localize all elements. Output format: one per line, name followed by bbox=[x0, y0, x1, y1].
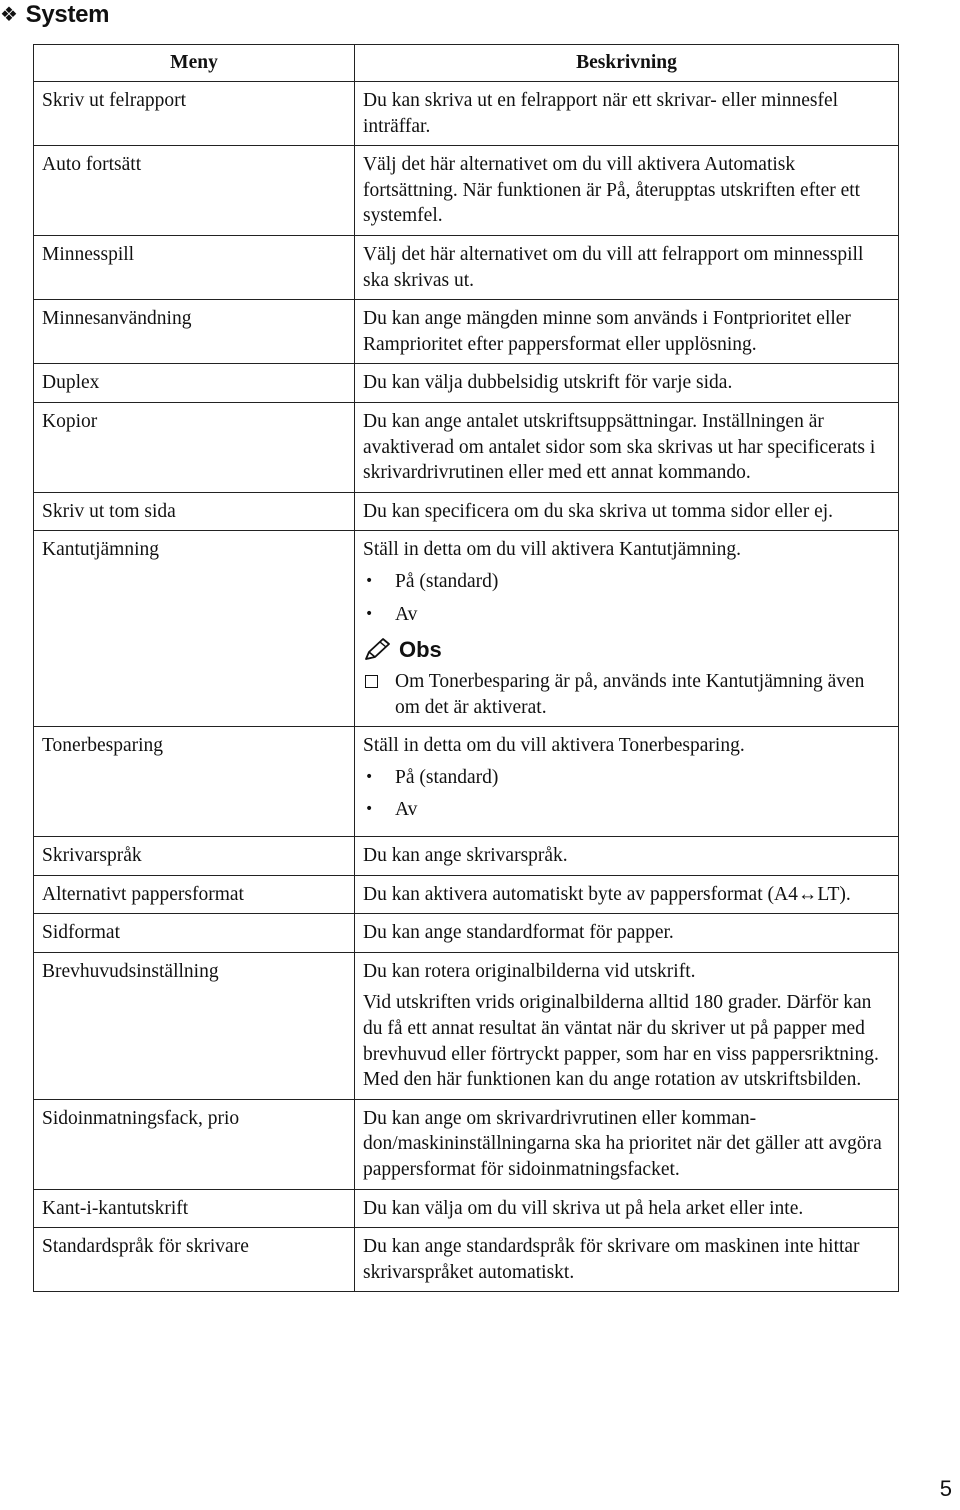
menu-item-label: Sidoinmatningsfack, prio bbox=[34, 1099, 355, 1189]
menu-item-label: Brevhuvudsinställning bbox=[34, 952, 355, 1099]
checkbox-square-icon bbox=[365, 675, 378, 688]
table-row bbox=[34, 1099, 899, 1189]
pencil-note-icon bbox=[363, 637, 393, 663]
option-item bbox=[363, 765, 890, 791]
menu-item-description: Du kan ange antalet utskriftsuppsättningar. Inställningen är avaktiverad om antalet sidor som ska skrivas ut har specificerats i skrivardrivrutinen eller med ett annat kommando. bbox=[355, 402, 899, 492]
menu-item-description: Du kan ange standardspråk för skrivare om maskinen inte hittar skrivarspråket automatiskt. bbox=[355, 1228, 899, 1292]
page-number: 5 bbox=[939, 1476, 952, 1501]
menu-item-label: Auto fortsätt bbox=[34, 146, 355, 236]
menu-item-label: Skrivarspråk bbox=[34, 837, 355, 876]
menu-item-label: Duplex bbox=[34, 364, 355, 403]
table-row bbox=[34, 1228, 899, 1292]
menu-item-description: Ställ in detta om du vill aktivera Tonerbesparing. bbox=[363, 735, 745, 757]
table-row bbox=[34, 300, 899, 364]
menu-item-label: Skriv ut tom sida bbox=[34, 492, 355, 531]
table-row bbox=[34, 402, 899, 492]
option-list bbox=[363, 569, 890, 627]
diamond-bullet-icon: ❖ bbox=[0, 4, 18, 26]
menu-item-description: Du kan välja om du vill skriva ut på hela arket eller inte. bbox=[355, 1189, 899, 1228]
menu-item-description: Du kan aktivera automatiskt byte av pappersformat (A4↔LT). bbox=[355, 875, 899, 914]
option-list bbox=[363, 765, 890, 823]
option-item bbox=[363, 569, 890, 595]
table-row bbox=[34, 1189, 899, 1228]
menu-item-description: Du kan specificera om du ska skriva ut tomma sidor eller ej. bbox=[355, 492, 899, 531]
menu-item-label: Kopior bbox=[34, 402, 355, 492]
table-row bbox=[34, 914, 899, 953]
menu-item-description: Välj det här alternativet om du vill aktivera Automatisk fortsättning. När funktionen är På, återupptas utskriften efter ett systemfel. bbox=[355, 146, 899, 236]
bullet-icon: • bbox=[365, 572, 374, 589]
menu-item-description: Du kan ange mängden minne som används i Fontprioritet eller Ramprioritet efter pappersformat eller upplösning. bbox=[355, 300, 899, 364]
option-label: På (standard) bbox=[395, 570, 499, 592]
option-label: Av bbox=[395, 603, 418, 625]
settings-table bbox=[33, 44, 899, 1292]
menu-item-description: Välj det här alternativet om du vill att felrapport om minnesspill ska skrivas ut. bbox=[355, 235, 899, 299]
option-label: På (standard) bbox=[395, 766, 499, 788]
bullet-icon: • bbox=[365, 605, 374, 622]
menu-item-description: Du kan ange skrivarspråk. bbox=[355, 837, 899, 876]
menu-item-label: Sidformat bbox=[34, 914, 355, 953]
menu-item-description-cell bbox=[355, 952, 899, 1099]
menu-item-description-cell bbox=[355, 727, 899, 837]
table-row bbox=[34, 492, 899, 531]
menu-item-label: Alternativt pappersformat bbox=[34, 875, 355, 914]
table-row bbox=[34, 364, 899, 403]
menu-item-label: Minnesspill bbox=[34, 235, 355, 299]
column-header-description: Beskrivning bbox=[355, 45, 899, 82]
option-item bbox=[363, 797, 890, 823]
menu-item-label: Minnesanvändning bbox=[34, 300, 355, 364]
note-text: Om Tonerbesparing är på, används inte Kantutjämning även om det är aktiverat. bbox=[395, 671, 865, 718]
menu-item-description: Du kan välja dubbelsidig utskrift för varje sida. bbox=[355, 364, 899, 403]
table-row bbox=[34, 531, 899, 727]
bullet-icon: • bbox=[365, 768, 374, 785]
table-row bbox=[34, 875, 899, 914]
menu-item-label: Kant-i-kantutskrift bbox=[34, 1189, 355, 1228]
note-title: Obs bbox=[399, 637, 442, 663]
menu-item-description: Du kan rotera originalbilderna vid utskrift. bbox=[363, 960, 696, 982]
section-title: System bbox=[25, 1, 110, 28]
table-row bbox=[34, 146, 899, 236]
menu-item-description: Ställ in detta om du vill aktivera Kantutjämning. bbox=[363, 539, 742, 561]
table-header-row bbox=[34, 45, 899, 82]
table-row bbox=[34, 82, 899, 146]
note-item bbox=[363, 669, 890, 720]
menu-item-label: Kantutjämning bbox=[34, 531, 355, 727]
menu-item-description-extra: Vid utskriften vrids originalbilderna alltid 180 grader. Därför kan du få ett annat resultat än väntat när du skriver ut på papper med brevhuvud eller förtryckt papper, som har en viss pappersriktning. Med den här funktionen kan du ange rotation av utskriftsbilden. bbox=[363, 992, 879, 1091]
note-heading bbox=[363, 637, 890, 663]
option-item bbox=[363, 602, 890, 628]
column-header-menu: Meny bbox=[34, 45, 355, 82]
option-label: Av bbox=[395, 799, 418, 821]
menu-item-label: Standardspråk för skrivare bbox=[34, 1228, 355, 1292]
menu-item-description: Du kan ange om skrivardrivrutinen eller kommandon/maskininställningarna ska ha prioritet när det gäller att avgöra pappersformat för sidoinmatningsfacket. bbox=[355, 1099, 899, 1189]
table-row bbox=[34, 235, 899, 299]
table-row bbox=[34, 727, 899, 837]
section-heading bbox=[0, 0, 109, 30]
menu-item-description-cell bbox=[355, 531, 899, 727]
table-row bbox=[34, 837, 899, 876]
menu-item-label: Tonerbesparing bbox=[34, 727, 355, 837]
menu-item-description: Du kan skriva ut en felrapport när ett skrivar- eller minnesfel inträffar. bbox=[355, 82, 899, 146]
table-row bbox=[34, 952, 899, 1099]
menu-item-label: Skriv ut felrapport bbox=[34, 82, 355, 146]
bullet-icon: • bbox=[365, 801, 374, 818]
menu-item-description: Du kan ange standardformat för papper. bbox=[355, 914, 899, 953]
